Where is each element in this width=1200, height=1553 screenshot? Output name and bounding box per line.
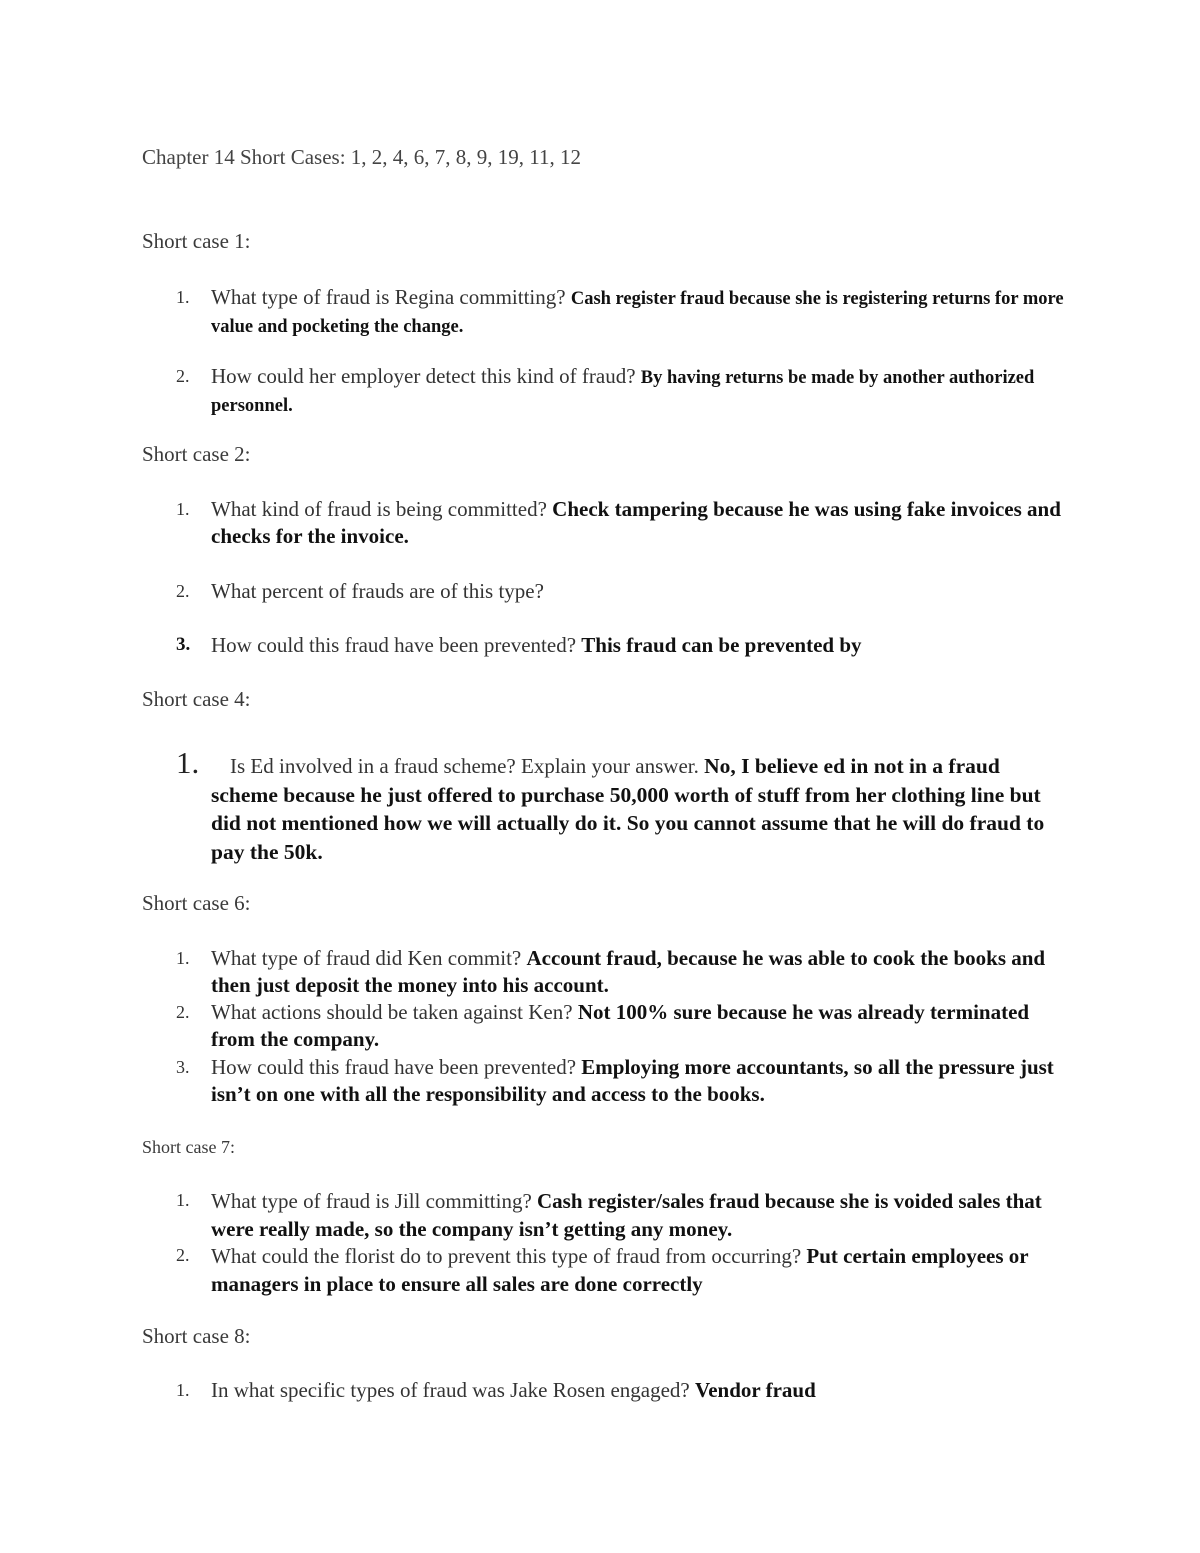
- answer-text: No, I believe ed in not in a fraud scheme because he just offered to purchase 50,000 worth of stuff from her clothing line but did not mentioned how we will actually do it. So you cannot assume that he will do fraud to pay the 50k.: [211, 754, 1045, 864]
- item-number: 1.: [176, 745, 200, 780]
- answer-text: Vendor fraud: [695, 1378, 816, 1402]
- item-text: [211, 1242, 1071, 1298]
- question-text: In what specific types of fraud was Jake Rosen engaged?: [211, 1378, 690, 1402]
- case-heading: Short case 7:: [142, 1137, 235, 1157]
- answer-text: Check tampering because he was using fake invoices and checks for the invoice.: [211, 497, 1061, 548]
- item-text: [211, 496, 1071, 549]
- answer-text: Put certain employees or managers in place to ensure all sales are done correctly: [211, 1244, 1029, 1296]
- question-text: How could her employer detect this kind of fraud?: [211, 364, 636, 388]
- answer-text: Employing more accountants, so all the pressure just isn’t on one with all the responsibility and access to the books.: [211, 1055, 1054, 1106]
- case-heading: Short case 2:: [142, 442, 251, 466]
- question-text: What percent of frauds are of this type?: [211, 579, 544, 603]
- answer-text: Not 100% sure because he was already terminated from the company.: [211, 1000, 1030, 1051]
- item-number: 1.: [176, 499, 190, 519]
- case-heading: Short case 6:: [142, 891, 251, 915]
- answer-text: Account fraud, because he was able to cook the books and then just deposit the money into his account.: [211, 946, 1046, 997]
- item-number: 1.: [176, 948, 190, 968]
- case-heading: Short case 8:: [142, 1324, 251, 1348]
- item-number: 2.: [176, 1245, 190, 1265]
- item-text: [211, 363, 1071, 419]
- answer-text: Cash register fraud because she is registering returns for more value and pocketing the change.: [211, 289, 1064, 337]
- item-text: [211, 578, 1071, 605]
- question-text: What type of fraud is Regina committing?: [211, 285, 566, 309]
- item-number: 3.: [176, 634, 191, 655]
- question-text: How could this fraud have been prevented?: [211, 633, 577, 657]
- item-text: [211, 632, 1071, 659]
- item-text: [211, 1054, 1071, 1107]
- item-number: 2.: [176, 1002, 190, 1022]
- answer-text: This fraud can be prevented by: [581, 633, 862, 657]
- question-text: What kind of fraud is being committed?: [211, 497, 547, 521]
- item-text: [211, 1377, 1071, 1404]
- item-number: 1.: [176, 287, 190, 307]
- item-text: [211, 945, 1071, 998]
- item-number: 2.: [176, 581, 190, 601]
- question-text: Is Ed involved in a fraud scheme? Explain your answer.: [230, 754, 699, 778]
- item-text: [211, 999, 1071, 1052]
- item-text: [211, 1187, 1071, 1243]
- answer-text: Cash register/sales fraud because she is voided sales that were really made, so the company isn’t getting any money.: [211, 1189, 1042, 1241]
- question-text: What actions should be taken against Ken?: [211, 1000, 573, 1024]
- question-text: What type of fraud did Ken commit?: [211, 946, 522, 970]
- item-number: 1.: [176, 1380, 190, 1400]
- document-title: Chapter 14 Short Cases: 1, 2, 4, 6, 7, 8, 9, 19, 11, 12: [142, 145, 582, 169]
- question-text: How could this fraud have been prevented?: [211, 1055, 577, 1079]
- case-heading: Short case 1:: [142, 229, 251, 253]
- item-text: [211, 752, 1071, 866]
- question-text: What type of fraud is Jill committing?: [211, 1189, 532, 1213]
- item-text: [211, 284, 1071, 340]
- item-number: 1.: [176, 1190, 190, 1210]
- answer-text: By having returns be made by another authorized personnel.: [211, 368, 1035, 416]
- item-number: 2.: [176, 366, 190, 386]
- question-text: What could the florist do to prevent this type of fraud from occurring?: [211, 1244, 802, 1268]
- case-heading: Short case 4:: [142, 687, 251, 711]
- item-number: 3.: [176, 1057, 190, 1077]
